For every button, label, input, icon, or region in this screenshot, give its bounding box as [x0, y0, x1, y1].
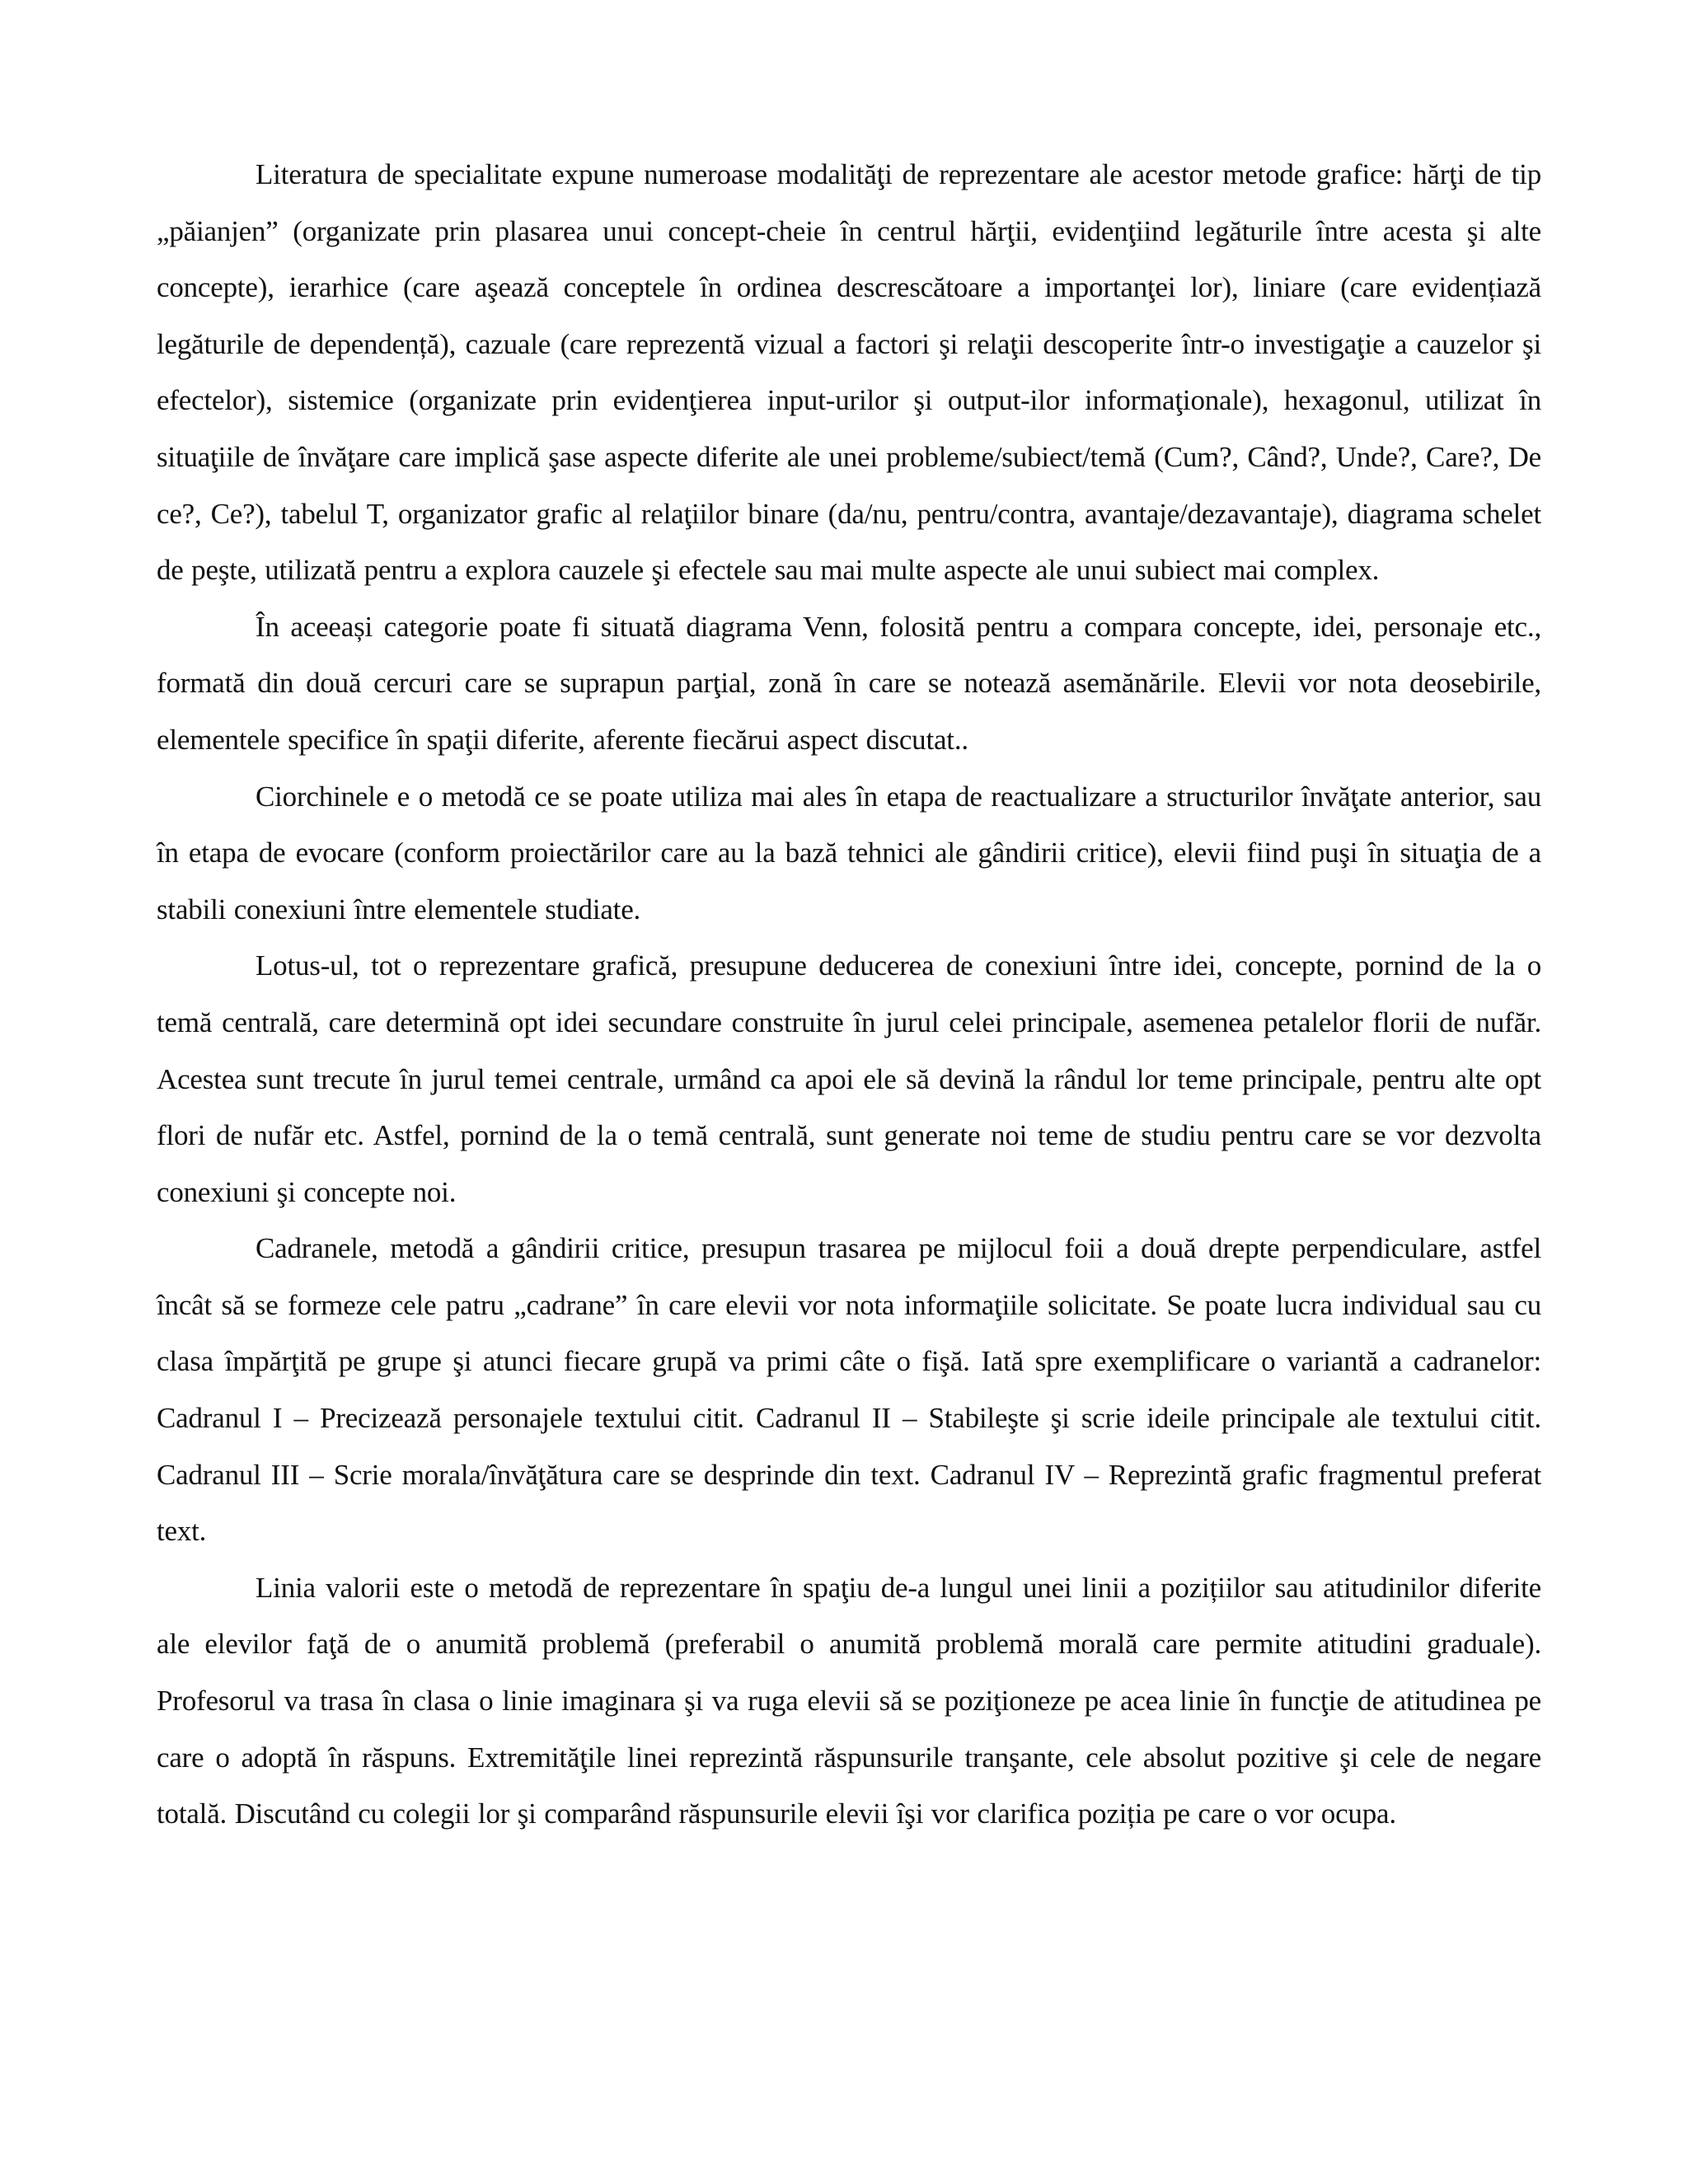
paragraph-linia-valorii: Linia valorii este o metodă de reprezentare în spaţiu de-a lungul unei linii a pozițiilor sau atitudinilor diferite ale elevilor faţă de o anumită problemă (preferabil o anumită problemă morală care permite atitudini graduale). Profesorul va trasa în clasa o linie imaginara şi va ruga elevii să se poziţioneze pe acea linie în funcţie de atitudinea pe care o adoptă în răspuns. Extremităţile linei reprezintă răspunsurile tranşante, cele absolut pozitive şi cele de negare totală. Discutând cu colegii lor şi comparând răspunsurile elevii îşi vor clarifica poziția pe care o vor ocupa.: [157, 1571, 1541, 1830]
paragraph-diagrama-venn: În aceeași categorie poate fi situată diagrama Venn, folosită pentru a compara concepte, idei, personaje etc., formată din două cercuri care se suprapun parţial, zonă în care se notează asemănările. Elevii vor nota deosebirile, elementele specifice în spaţii diferite, aferente fiecărui aspect discutat..: [157, 610, 1541, 756]
paragraph-ciorchinele: Ciorchinele e o metodă ce se poate utiliza mai ales în etapa de reactualizare a structurilor învăţate anterior, sau în etapa de evocare (conform proiectărilor care au la bază tehnici ale gândirii critice), elevii fiind puşi în situaţia de a stabili conexiuni între elementele studiate.: [157, 780, 1541, 926]
paragraph-lotus: Lotus-ul, tot o reprezentare grafică, presupune deducerea de conexiuni între idei, concepte, pornind de la o temă centrală, care determină opt idei secundare construite în jurul celei principale, asemenea petalelor florii de nufăr. Acestea sunt trecute în jurul temei centrale, urmând ca apoi ele să devină la rândul lor teme principale, pentru alte opt flori de nufăr etc. Astfel, pornind de la o temă centrală, sunt generate noi teme de studiu pentru care se vor dezvolta conexiuni şi concepte noi.: [157, 949, 1541, 1208]
paragraph-grafice-overview: Literatura de specialitate expune numeroase modalităţi de reprezentare ale acestor metode grafice: hărţi de tip „păianjen” (organizate prin plasarea unui concept-cheie în centrul hărţii, evidenţiind legăturile între acesta şi alte concepte), ierarhice (care aşează conceptele în ordinea descrescătoare a importanţei lor), liniare (care evidențiază legăturile de dependență), cazuale (care reprezentă vizual a factori şi relaţii descoperite într-o investigaţie a cauzelor şi efectelor), sistemice (organizate prin evidenţierea input-urilor şi output-ilor informaţionale), hexagonul, utilizat în situaţiile de învăţare care implică şase aspecte diferite ale unei probleme/subiect/temă (Cum?, Când?, Unde?, Care?, De ce?, Ce?), tabelul T, organizator grafic al relaţiilor binare (da/nu, pentru/contra, avantaje/dezavantaje), diagrama schelet de peşte, utilizată pentru a explora cauzele şi efectele sau mai multe aspecte ale unui subiect mai complex.: [157, 158, 1541, 587]
paragraph-cadranele: Cadranele, metodă a gândirii critice, presupun trasarea pe mijlocul foii a două drepte perpendiculare, astfel încât să se formeze cele patru „cadrane” în care elevii vor nota informaţiile solicitate. Se poate lucra individual sau cu clasa împărţită pe grupe şi atunci fiecare grupă va primi câte o fişă. Iată spre exemplificare o variantă a cadranelor: Cadranul I – Precizează personajele textului citit. Cadranul II – Stabileşte şi scrie ideile principale ale textului citit. Cadranul III – Scrie morala/învăţătura care se desprinde din text. Cadranul IV – Reprezintă grafic fragmentul preferat text.: [157, 1232, 1541, 1548]
document-body: [157, 147, 1541, 1843]
